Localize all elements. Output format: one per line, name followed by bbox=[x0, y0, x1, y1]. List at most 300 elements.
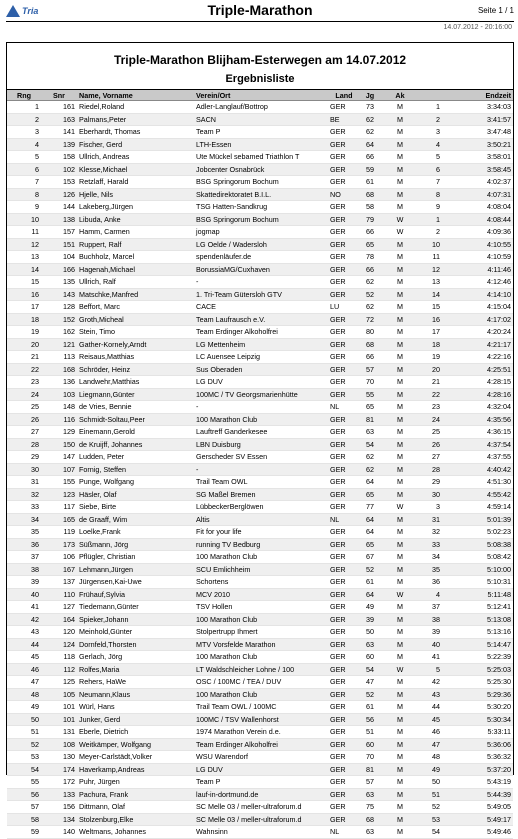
cell-name: Pachura, Frank bbox=[77, 788, 194, 801]
table-row bbox=[7, 213, 513, 226]
cell-year: 68 bbox=[360, 338, 380, 351]
cell-finish-time: 4:40:42 bbox=[442, 463, 513, 476]
cell-finish-time: 3:41:57 bbox=[442, 113, 513, 126]
cell-year: 65 bbox=[360, 401, 380, 414]
cell-name: Haverkamp,Andreas bbox=[77, 763, 194, 776]
cell-rank: 18 bbox=[7, 313, 41, 326]
cell-finish-time: 5:49:46 bbox=[442, 826, 513, 839]
cell-age-class: M bbox=[380, 426, 420, 439]
cell-age-class: M bbox=[380, 301, 420, 314]
cell-club: 100 Marathon Club bbox=[194, 551, 328, 564]
cell-club: MCV 2010 bbox=[194, 588, 328, 601]
cell-bib: 131 bbox=[41, 726, 77, 739]
cell-year: 75 bbox=[360, 801, 380, 814]
table-row bbox=[7, 238, 513, 251]
cell-finish-time: 5:11:48 bbox=[442, 588, 513, 601]
cell-age-rank: 27 bbox=[420, 451, 442, 464]
cell-year: 63 bbox=[360, 826, 380, 839]
cell-finish-time: 4:08:04 bbox=[442, 201, 513, 214]
cell-country: GER bbox=[328, 726, 360, 739]
cell-age-rank: 44 bbox=[420, 701, 442, 714]
cell-country: GER bbox=[328, 776, 360, 789]
cell-rank: 12 bbox=[7, 238, 41, 251]
cell-age-class: M bbox=[380, 313, 420, 326]
cell-rank: 38 bbox=[7, 563, 41, 576]
cell-age-class: M bbox=[380, 101, 420, 114]
cell-name: Meinhold,Günter bbox=[77, 626, 194, 639]
cell-name: Loelke,Frank bbox=[77, 526, 194, 539]
cell-bib: 148 bbox=[41, 401, 77, 414]
cell-finish-time: 4:35:56 bbox=[442, 413, 513, 426]
cell-bib: 139 bbox=[41, 138, 77, 151]
cell-age-rank: 31 bbox=[420, 513, 442, 526]
cell-bib: 166 bbox=[41, 263, 77, 276]
cell-age-rank: 52 bbox=[420, 801, 442, 814]
cell-age-rank: 5 bbox=[420, 663, 442, 676]
cell-year: 78 bbox=[360, 251, 380, 264]
table-row bbox=[7, 376, 513, 389]
cell-club: Trail Team OWL / 100MC bbox=[194, 701, 328, 714]
cell-country: GER bbox=[328, 426, 360, 439]
cell-age-class: M bbox=[380, 138, 420, 151]
cell-finish-time: 4:59:14 bbox=[442, 501, 513, 514]
cell-club: Schortens bbox=[194, 576, 328, 589]
cell-year: 58 bbox=[360, 201, 380, 214]
cell-bib: 121 bbox=[41, 338, 77, 351]
cell-country: GER bbox=[328, 363, 360, 376]
cell-age-class: M bbox=[380, 526, 420, 539]
cell-finish-time: 4:02:37 bbox=[442, 176, 513, 189]
cell-age-class: M bbox=[380, 801, 420, 814]
cell-age-class: M bbox=[380, 551, 420, 564]
report-title: Triple-Marathon bbox=[207, 2, 313, 18]
cell-year: 54 bbox=[360, 663, 380, 676]
cell-name: Stolzenburg,Elke bbox=[77, 813, 194, 826]
cell-finish-time: 5:44:39 bbox=[442, 788, 513, 801]
cell-year: 54 bbox=[360, 438, 380, 451]
cell-bib: 101 bbox=[41, 713, 77, 726]
cell-age-rank: 33 bbox=[420, 538, 442, 551]
table-row bbox=[7, 363, 513, 376]
cell-age-class: M bbox=[380, 276, 420, 289]
table-row bbox=[7, 551, 513, 564]
table-row bbox=[7, 576, 513, 589]
cell-age-class: M bbox=[380, 676, 420, 689]
cell-age-rank: 18 bbox=[420, 338, 442, 351]
event-title: Triple-Marathon Blijham-Esterwegen am 14.07.2012 bbox=[113, 53, 407, 67]
cell-country: BE bbox=[328, 113, 360, 126]
cell-club: SC Melle 03 / meller-ultraforum.d bbox=[194, 801, 328, 814]
table-row bbox=[7, 176, 513, 189]
cell-year: 68 bbox=[360, 188, 380, 201]
table-row bbox=[7, 738, 513, 751]
cell-year: 50 bbox=[360, 626, 380, 639]
cell-rank: 32 bbox=[7, 488, 41, 501]
cell-rank: 25 bbox=[7, 401, 41, 414]
cell-finish-time: 5:36:32 bbox=[442, 751, 513, 764]
cell-age-rank: 42 bbox=[420, 676, 442, 689]
cell-rank: 23 bbox=[7, 376, 41, 389]
cell-bib: 105 bbox=[41, 688, 77, 701]
cell-country: GER bbox=[328, 813, 360, 826]
cell-name: Meyer-Carlstädt,Volker bbox=[77, 751, 194, 764]
cell-year: 61 bbox=[360, 701, 380, 714]
cell-bib: 119 bbox=[41, 526, 77, 539]
cell-year: 72 bbox=[360, 313, 380, 326]
cell-country: GER bbox=[328, 601, 360, 614]
cell-age-rank: 3 bbox=[420, 126, 442, 139]
cell-country: GER bbox=[328, 488, 360, 501]
cell-bib: 161 bbox=[41, 101, 77, 114]
cell-year: 70 bbox=[360, 751, 380, 764]
cell-finish-time: 4:55:42 bbox=[442, 488, 513, 501]
table-row bbox=[7, 776, 513, 789]
cell-country: GER bbox=[328, 676, 360, 689]
cell-rank: 31 bbox=[7, 476, 41, 489]
cell-age-class: M bbox=[380, 163, 420, 176]
cell-rank: 17 bbox=[7, 301, 41, 314]
cell-country: GER bbox=[328, 338, 360, 351]
cell-country: GER bbox=[328, 701, 360, 714]
table-row bbox=[7, 763, 513, 776]
cell-country: GER bbox=[328, 576, 360, 589]
cell-name: Rolfes,Maria bbox=[77, 663, 194, 676]
cell-club: LG DUV bbox=[194, 763, 328, 776]
cell-club: running TV Bedburg bbox=[194, 538, 328, 551]
cell-age-class: M bbox=[380, 388, 420, 401]
cell-year: 62 bbox=[360, 451, 380, 464]
cell-club: Ute Mückel sebamed Triathlon T bbox=[194, 151, 328, 164]
results-table bbox=[7, 90, 513, 839]
cell-rank: 44 bbox=[7, 638, 41, 651]
cell-year: 67 bbox=[360, 551, 380, 564]
cell-age-class: M bbox=[380, 451, 420, 464]
cell-age-class: M bbox=[380, 638, 420, 651]
cell-country: GER bbox=[328, 238, 360, 251]
cell-club: WSU Warendorf bbox=[194, 751, 328, 764]
cell-year: 64 bbox=[360, 588, 380, 601]
cell-age-rank: 9 bbox=[420, 201, 442, 214]
cell-year: 65 bbox=[360, 238, 380, 251]
cell-rank: 24 bbox=[7, 388, 41, 401]
cell-rank: 29 bbox=[7, 451, 41, 464]
cell-age-class: M bbox=[380, 263, 420, 276]
cell-club: SG Maßel Bremen bbox=[194, 488, 328, 501]
table-row bbox=[7, 226, 513, 239]
table-row bbox=[7, 388, 513, 401]
cell-age-class: M bbox=[380, 688, 420, 701]
cell-age-rank: 11 bbox=[420, 251, 442, 264]
cell-finish-time: 4:17:02 bbox=[442, 313, 513, 326]
cell-rank: 22 bbox=[7, 363, 41, 376]
cell-age-rank: 48 bbox=[420, 751, 442, 764]
cell-rank: 7 bbox=[7, 176, 41, 189]
cell-year: 57 bbox=[360, 776, 380, 789]
cell-country: GER bbox=[328, 738, 360, 751]
col-bib: Snr bbox=[41, 90, 77, 101]
cell-club: SACN bbox=[194, 113, 328, 126]
cell-rank: 56 bbox=[7, 788, 41, 801]
cell-finish-time: 5:13:16 bbox=[442, 626, 513, 639]
table-row bbox=[7, 426, 513, 439]
cell-country: GER bbox=[328, 288, 360, 301]
cell-year: 81 bbox=[360, 763, 380, 776]
cell-country: GER bbox=[328, 388, 360, 401]
cell-country: GER bbox=[328, 226, 360, 239]
cell-country: GER bbox=[328, 213, 360, 226]
cell-rank: 50 bbox=[7, 713, 41, 726]
cell-year: 64 bbox=[360, 526, 380, 539]
cell-rank: 40 bbox=[7, 588, 41, 601]
table-row bbox=[7, 263, 513, 276]
cell-club: Sus Oberaden bbox=[194, 363, 328, 376]
cell-age-class: M bbox=[380, 776, 420, 789]
cell-age-rank: 47 bbox=[420, 738, 442, 751]
cell-club: spendenläufer.de bbox=[194, 251, 328, 264]
page-number: Seite 1 / 1 bbox=[477, 6, 514, 15]
cell-finish-time: 5:14:47 bbox=[442, 638, 513, 651]
cell-age-class: M bbox=[380, 651, 420, 664]
cell-age-rank: 8 bbox=[420, 188, 442, 201]
cell-age-class: M bbox=[380, 151, 420, 164]
cell-rank: 43 bbox=[7, 626, 41, 639]
cell-age-rank: 26 bbox=[420, 438, 442, 451]
cell-club: 100 Marathon Club bbox=[194, 651, 328, 664]
cell-club: 100MC / TV Georgsmarienhütte bbox=[194, 388, 328, 401]
cell-name: Hjelle, Nils bbox=[77, 188, 194, 201]
cell-age-rank: 34 bbox=[420, 551, 442, 564]
cell-name: Dittmann, Olaf bbox=[77, 801, 194, 814]
cell-rank: 55 bbox=[7, 776, 41, 789]
cell-finish-time: 3:47:48 bbox=[442, 126, 513, 139]
cell-bib: 101 bbox=[41, 701, 77, 714]
cell-name: Gerlach, Jörg bbox=[77, 651, 194, 664]
cell-age-class: M bbox=[380, 763, 420, 776]
cell-age-class: M bbox=[380, 176, 420, 189]
cell-rank: 28 bbox=[7, 438, 41, 451]
cell-age-class: W bbox=[380, 213, 420, 226]
cell-year: 66 bbox=[360, 263, 380, 276]
cell-name: Ullrich, Ralf bbox=[77, 276, 194, 289]
cell-year: 47 bbox=[360, 676, 380, 689]
cell-country: GER bbox=[328, 101, 360, 114]
cell-club: Skattedirektoratet B.I.L. bbox=[194, 188, 328, 201]
cell-country: GER bbox=[328, 163, 360, 176]
cell-rank: 33 bbox=[7, 501, 41, 514]
cell-club: LBN Duisburg bbox=[194, 438, 328, 451]
cell-bib: 106 bbox=[41, 551, 77, 564]
table-row bbox=[7, 413, 513, 426]
cell-age-rank: 49 bbox=[420, 763, 442, 776]
cell-bib: 127 bbox=[41, 601, 77, 614]
cell-country: GER bbox=[328, 263, 360, 276]
cell-bib: 158 bbox=[41, 151, 77, 164]
cell-club: LübbeckerBerglöwen bbox=[194, 501, 328, 514]
cell-age-rank: 21 bbox=[420, 376, 442, 389]
cell-rank: 15 bbox=[7, 276, 41, 289]
cell-bib: 130 bbox=[41, 751, 77, 764]
cell-club: - bbox=[194, 463, 328, 476]
cell-bib: 137 bbox=[41, 576, 77, 589]
cell-rank: 5 bbox=[7, 151, 41, 164]
cell-bib: 143 bbox=[41, 288, 77, 301]
cell-club: LTH-Essen bbox=[194, 138, 328, 151]
cell-club: LG Mettenheim bbox=[194, 338, 328, 351]
cell-bib: 167 bbox=[41, 563, 77, 576]
cell-club: Team P bbox=[194, 126, 328, 139]
cell-year: 49 bbox=[360, 601, 380, 614]
cell-age-class: M bbox=[380, 326, 420, 339]
cell-age-class: M bbox=[380, 413, 420, 426]
table-row bbox=[7, 188, 513, 201]
cell-club: 100 Marathon Club bbox=[194, 613, 328, 626]
cell-bib: 123 bbox=[41, 488, 77, 501]
cell-year: 62 bbox=[360, 113, 380, 126]
cell-year: 62 bbox=[360, 126, 380, 139]
cell-name: Süßmann, Jörg bbox=[77, 538, 194, 551]
cell-age-class: M bbox=[380, 488, 420, 501]
cell-name: Jürgensen,Kai-Uwe bbox=[77, 576, 194, 589]
cell-country: GER bbox=[328, 463, 360, 476]
cell-country: GER bbox=[328, 551, 360, 564]
table-row bbox=[7, 751, 513, 764]
cell-age-class: M bbox=[380, 726, 420, 739]
cell-bib: 104 bbox=[41, 251, 77, 264]
cell-rank: 34 bbox=[7, 513, 41, 526]
cell-bib: 107 bbox=[41, 463, 77, 476]
print-timestamp: 14.07.2012 - 20:16:00 bbox=[443, 24, 512, 31]
table-row bbox=[7, 463, 513, 476]
cell-bib: 168 bbox=[41, 363, 77, 376]
cell-age-rank: 39 bbox=[420, 626, 442, 639]
cell-rank: 59 bbox=[7, 826, 41, 839]
cell-country: GER bbox=[328, 563, 360, 576]
cell-age-rank: 15 bbox=[420, 301, 442, 314]
cell-age-rank: 28 bbox=[420, 463, 442, 476]
cell-club: LC Auensee Leipzig bbox=[194, 351, 328, 364]
cell-rank: 20 bbox=[7, 338, 41, 351]
cell-rank: 6 bbox=[7, 163, 41, 176]
cell-bib: 144 bbox=[41, 201, 77, 214]
cell-bib: 138 bbox=[41, 213, 77, 226]
cell-rank: 9 bbox=[7, 201, 41, 214]
cell-age-rank: 54 bbox=[420, 826, 442, 839]
cell-name: Palmans,Peter bbox=[77, 113, 194, 126]
cell-bib: 103 bbox=[41, 388, 77, 401]
cell-bib: 126 bbox=[41, 188, 77, 201]
cell-finish-time: 4:22:16 bbox=[442, 351, 513, 364]
col-country: Land bbox=[328, 90, 360, 101]
table-row bbox=[7, 613, 513, 626]
cell-club: Gerscheder SV Essen bbox=[194, 451, 328, 464]
cell-name: Siebe, Birte bbox=[77, 501, 194, 514]
cell-year: 59 bbox=[360, 163, 380, 176]
cell-country: GER bbox=[328, 451, 360, 464]
cell-age-class: M bbox=[380, 476, 420, 489]
cell-year: 63 bbox=[360, 426, 380, 439]
table-row bbox=[7, 151, 513, 164]
cell-age-rank: 3 bbox=[420, 501, 442, 514]
cell-finish-time: 5:37:20 bbox=[442, 763, 513, 776]
table-row bbox=[7, 126, 513, 139]
cell-name: Klesse,Michael bbox=[77, 163, 194, 176]
cell-finish-time: 4:20:24 bbox=[442, 326, 513, 339]
table-row bbox=[7, 526, 513, 539]
cell-age-class: M bbox=[380, 251, 420, 264]
cell-country: GER bbox=[328, 526, 360, 539]
cell-finish-time: 5:01:39 bbox=[442, 513, 513, 526]
cell-rank: 8 bbox=[7, 188, 41, 201]
cell-name: Gather-Kornely,Arndt bbox=[77, 338, 194, 351]
cell-age-rank: 38 bbox=[420, 613, 442, 626]
cell-country: GER bbox=[328, 663, 360, 676]
cell-club: Trail Team OWL bbox=[194, 476, 328, 489]
header-divider bbox=[6, 21, 514, 22]
cell-age-rank: 30 bbox=[420, 488, 442, 501]
cell-year: 66 bbox=[360, 351, 380, 364]
table-row bbox=[7, 663, 513, 676]
table-row bbox=[7, 813, 513, 826]
cell-finish-time: 5:10:00 bbox=[442, 563, 513, 576]
cell-name: Spieker,Johann bbox=[77, 613, 194, 626]
cell-finish-time: 5:49:05 bbox=[442, 801, 513, 814]
cell-age-class: M bbox=[380, 613, 420, 626]
cell-club: 1974 Marathon Verein d.e. bbox=[194, 726, 328, 739]
cell-finish-time: 4:14:10 bbox=[442, 288, 513, 301]
cell-club: OSC / 100MC / TEA / DUV bbox=[194, 676, 328, 689]
cell-bib: 124 bbox=[41, 638, 77, 651]
cell-club: Altis bbox=[194, 513, 328, 526]
cell-country: GER bbox=[328, 501, 360, 514]
cell-bib: 128 bbox=[41, 301, 77, 314]
cell-rank: 51 bbox=[7, 726, 41, 739]
cell-year: 64 bbox=[360, 138, 380, 151]
cell-bib: 134 bbox=[41, 813, 77, 826]
cell-bib: 152 bbox=[41, 313, 77, 326]
cell-age-class: M bbox=[380, 376, 420, 389]
cell-rank: 37 bbox=[7, 551, 41, 564]
cell-name: Würl, Hans bbox=[77, 701, 194, 714]
cell-finish-time: 3:50:21 bbox=[442, 138, 513, 151]
cell-year: 64 bbox=[360, 513, 380, 526]
cell-bib: 165 bbox=[41, 513, 77, 526]
cell-bib: 147 bbox=[41, 451, 77, 464]
list-subtitle: Ergebnisliste bbox=[225, 73, 295, 85]
table-row bbox=[7, 588, 513, 601]
cell-bib: 102 bbox=[41, 163, 77, 176]
cell-age-rank: 1 bbox=[420, 213, 442, 226]
cell-bib: 164 bbox=[41, 613, 77, 626]
col-finish-time: Endzeit bbox=[442, 90, 513, 101]
cell-bib: 156 bbox=[41, 801, 77, 814]
cell-rank: 19 bbox=[7, 326, 41, 339]
cell-rank: 36 bbox=[7, 538, 41, 551]
cell-year: 66 bbox=[360, 226, 380, 239]
cell-bib: 151 bbox=[41, 238, 77, 251]
cell-age-rank: 13 bbox=[420, 276, 442, 289]
cell-country: GER bbox=[328, 713, 360, 726]
cell-rank: 26 bbox=[7, 413, 41, 426]
cell-age-class: M bbox=[380, 513, 420, 526]
cell-bib: 117 bbox=[41, 501, 77, 514]
table-row bbox=[7, 313, 513, 326]
cell-finish-time: 4:36:15 bbox=[442, 426, 513, 439]
cell-club: SC Melle 03 / meller-ultraforum.d bbox=[194, 813, 328, 826]
table-row bbox=[7, 826, 513, 839]
cell-age-rank: 1 bbox=[420, 101, 442, 114]
cell-country: GER bbox=[328, 688, 360, 701]
cell-club: Lauftreff Ganderkesee bbox=[194, 426, 328, 439]
